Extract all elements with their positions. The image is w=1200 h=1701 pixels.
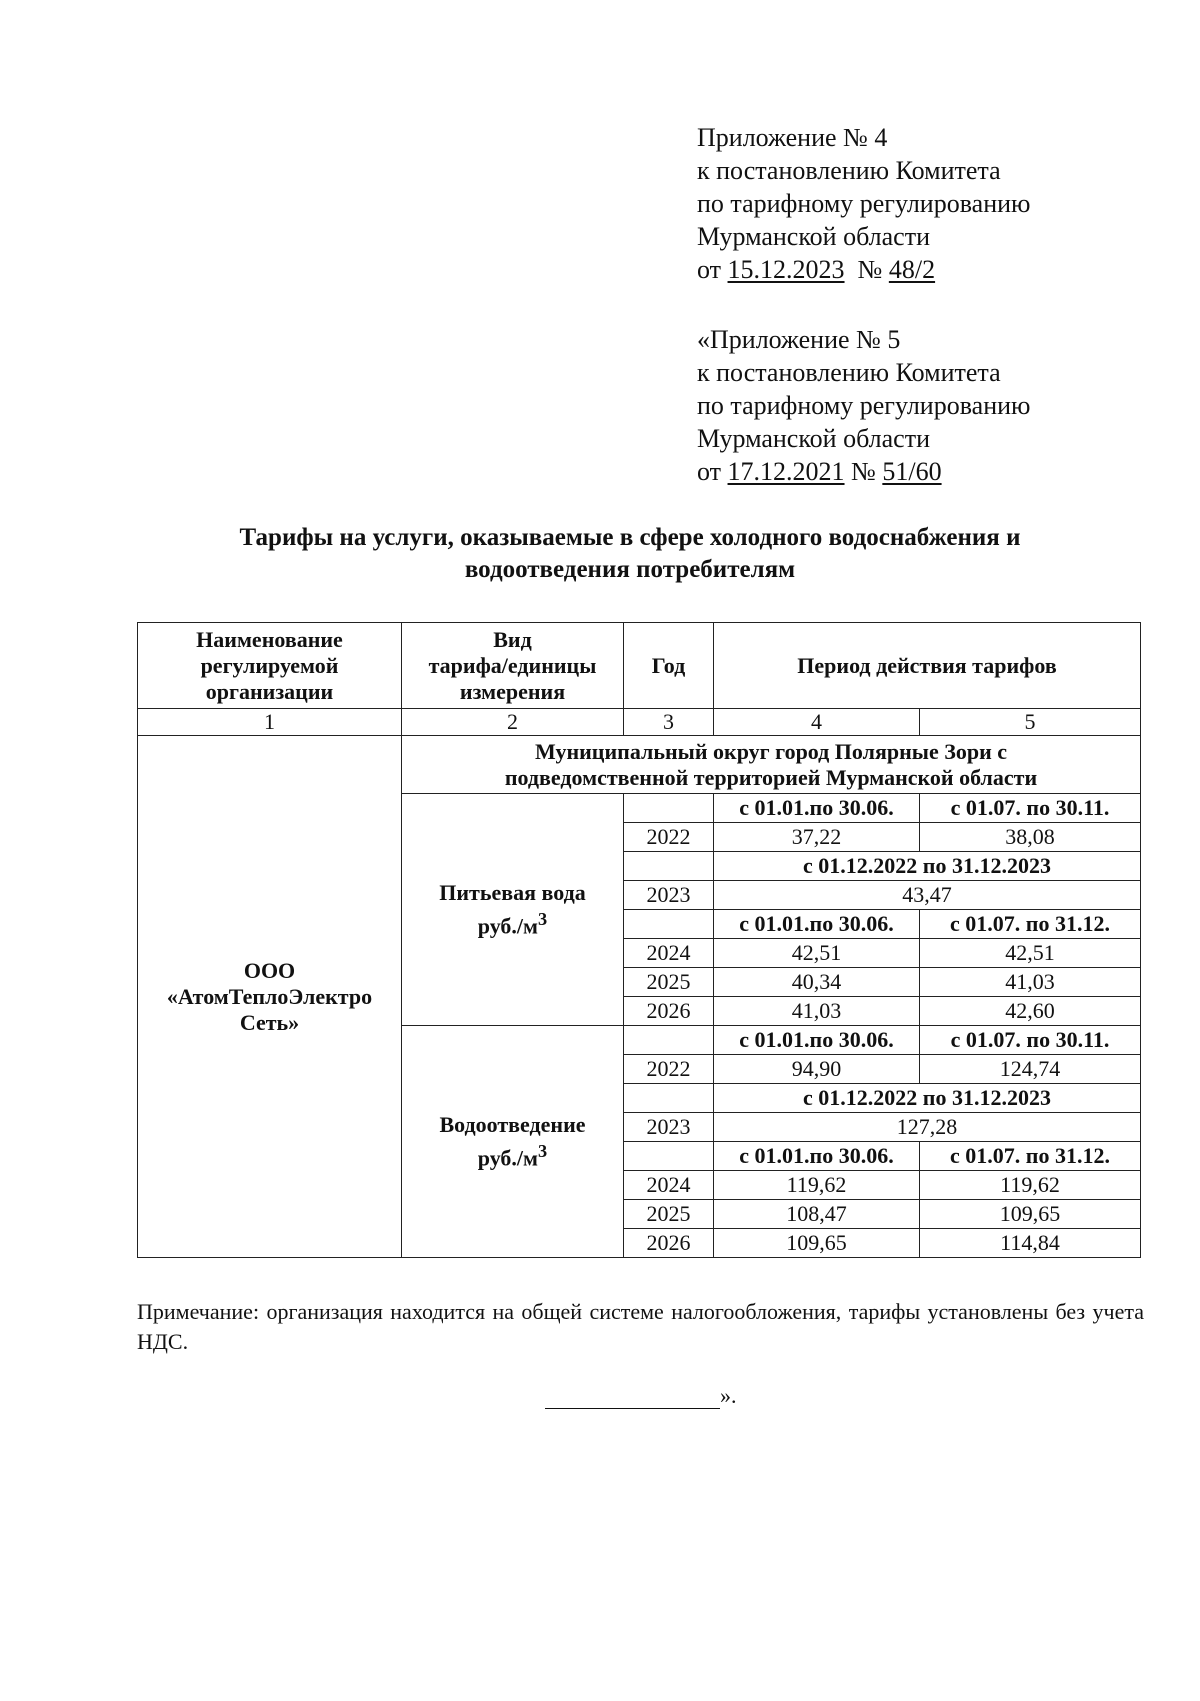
year-cell: 2026 xyxy=(624,1229,714,1258)
tariff-value: 94,90 xyxy=(714,1055,920,1084)
note-text: Примечание: организация находится на общей системе налогообложения, тарифы установлены без учета НДС. xyxy=(137,1299,1144,1354)
year-cell xyxy=(624,1084,714,1113)
header-kind: Вид тарифа/единицы измерения xyxy=(402,623,624,709)
annex-line: к постановлению Комитета xyxy=(697,156,1001,185)
closing-quote: ». xyxy=(720,1383,737,1408)
column-numbers-row xyxy=(138,709,1141,736)
annex-line: к постановлению Комитета xyxy=(697,358,1001,387)
year-cell xyxy=(624,794,714,823)
period-label: с 01.01.по 30.06. xyxy=(714,794,920,823)
signature-line xyxy=(545,1386,720,1409)
period-label: с 01.12.2022 по 31.12.2023 xyxy=(714,1084,1141,1113)
tariff-value: 41,03 xyxy=(920,968,1141,997)
period-label: с 01.07. по 31.12. xyxy=(920,1142,1141,1171)
period-label: с 01.07. по 30.11. xyxy=(920,794,1141,823)
tariff-value: 124,74 xyxy=(920,1055,1141,1084)
year-cell xyxy=(624,1026,714,1055)
year-cell xyxy=(624,1142,714,1171)
annex-line: Мурманской области xyxy=(697,424,930,453)
annex-date: 15.12.2023 xyxy=(727,255,845,284)
year-cell: 2025 xyxy=(624,1200,714,1229)
date-prefix: от xyxy=(697,255,728,284)
annex-number: 48/2 xyxy=(888,255,936,284)
number-prefix: № xyxy=(844,255,889,284)
year-cell xyxy=(624,852,714,881)
annex-date: 17.12.2021 xyxy=(727,457,845,486)
period-label: с 01.07. по 30.11. xyxy=(920,1026,1141,1055)
tariff-value: 37,22 xyxy=(714,823,920,852)
annex-line: Мурманской области xyxy=(697,222,930,251)
year-cell: 2025 xyxy=(624,968,714,997)
year-cell: 2024 xyxy=(624,939,714,968)
period-label: с 01.07. по 31.12. xyxy=(920,910,1141,939)
date-prefix: от xyxy=(697,457,728,486)
year-cell: 2022 xyxy=(624,823,714,852)
year-cell: 2026 xyxy=(624,997,714,1026)
document-title xyxy=(130,522,1130,586)
year-cell: 2023 xyxy=(624,881,714,910)
tariff-value: 41,03 xyxy=(714,997,920,1026)
annex-title: «Приложение № 5 xyxy=(697,325,901,354)
annex-title: Приложение № 4 xyxy=(697,123,888,152)
tariff-value: 42,60 xyxy=(920,997,1141,1026)
period-label: с 01.01.по 30.06. xyxy=(714,1026,920,1055)
number-prefix: № xyxy=(844,457,883,486)
annex-line: по тарифному регулированию xyxy=(697,391,1031,420)
territory-row xyxy=(138,736,1141,794)
period-label: с 01.01.по 30.06. xyxy=(714,1142,920,1171)
header-year: Год xyxy=(624,623,714,709)
annex-line: по тарифному регулированию xyxy=(697,189,1031,218)
annex-4-header xyxy=(697,121,1030,286)
year-cell xyxy=(624,910,714,939)
tariff-value: 42,51 xyxy=(920,939,1141,968)
tariff-value: 40,34 xyxy=(714,968,920,997)
tariff-value: 42,51 xyxy=(714,939,920,968)
tariff-value: 109,65 xyxy=(920,1200,1141,1229)
header-period: Период действия тарифов xyxy=(714,623,1141,709)
col-number: 1 xyxy=(138,709,402,736)
closing-mark xyxy=(545,1383,737,1409)
year-cell: 2023 xyxy=(624,1113,714,1142)
tariff-table xyxy=(137,622,1141,1258)
tariff-value: 109,65 xyxy=(714,1229,920,1258)
tariff-kind-water: Питьевая вода $руб./м^3$ xyxy=(402,794,624,1026)
annex-date-line xyxy=(697,253,1030,286)
tariff-value: 43,47 xyxy=(714,881,1141,910)
col-number: 2 xyxy=(402,709,624,736)
header-org: Наименование регулируемой организации xyxy=(138,623,402,709)
annex-5-header xyxy=(697,323,1030,488)
annex-number: 51/60 xyxy=(882,457,942,486)
title-line: водоотведения потребителям xyxy=(464,556,796,583)
territory-name: Муниципальный округ город Полярные Зори с подведомственной территорией Мурманской области xyxy=(402,736,1141,794)
tariff-value: 119,62 xyxy=(714,1171,920,1200)
col-number: 3 xyxy=(624,709,714,736)
col-number: 5 xyxy=(920,709,1141,736)
title-line: Тарифы на услуги, оказываемые в сфере холодного водоснабжения и xyxy=(239,524,1021,551)
tariff-value: 119,62 xyxy=(920,1171,1141,1200)
period-label: с 01.01.по 30.06. xyxy=(714,910,920,939)
annex-date-line xyxy=(697,455,1030,488)
year-cell: 2022 xyxy=(624,1055,714,1084)
period-label: с 01.12.2022 по 31.12.2023 xyxy=(714,852,1141,881)
year-cell: 2024 xyxy=(624,1171,714,1200)
tariff-value: 108,47 xyxy=(714,1200,920,1229)
tariff-value: 114,84 xyxy=(920,1229,1141,1258)
header-row xyxy=(138,623,1141,709)
tariff-value: 38,08 xyxy=(920,823,1141,852)
col-number: 4 xyxy=(714,709,920,736)
organization-name: ООО «АтомТеплоЭлектро Сеть» xyxy=(138,736,402,1258)
tariff-value: 127,28 xyxy=(714,1113,1141,1142)
tariff-kind-sewage: Водоотведение $руб./м^3$ xyxy=(402,1026,624,1258)
